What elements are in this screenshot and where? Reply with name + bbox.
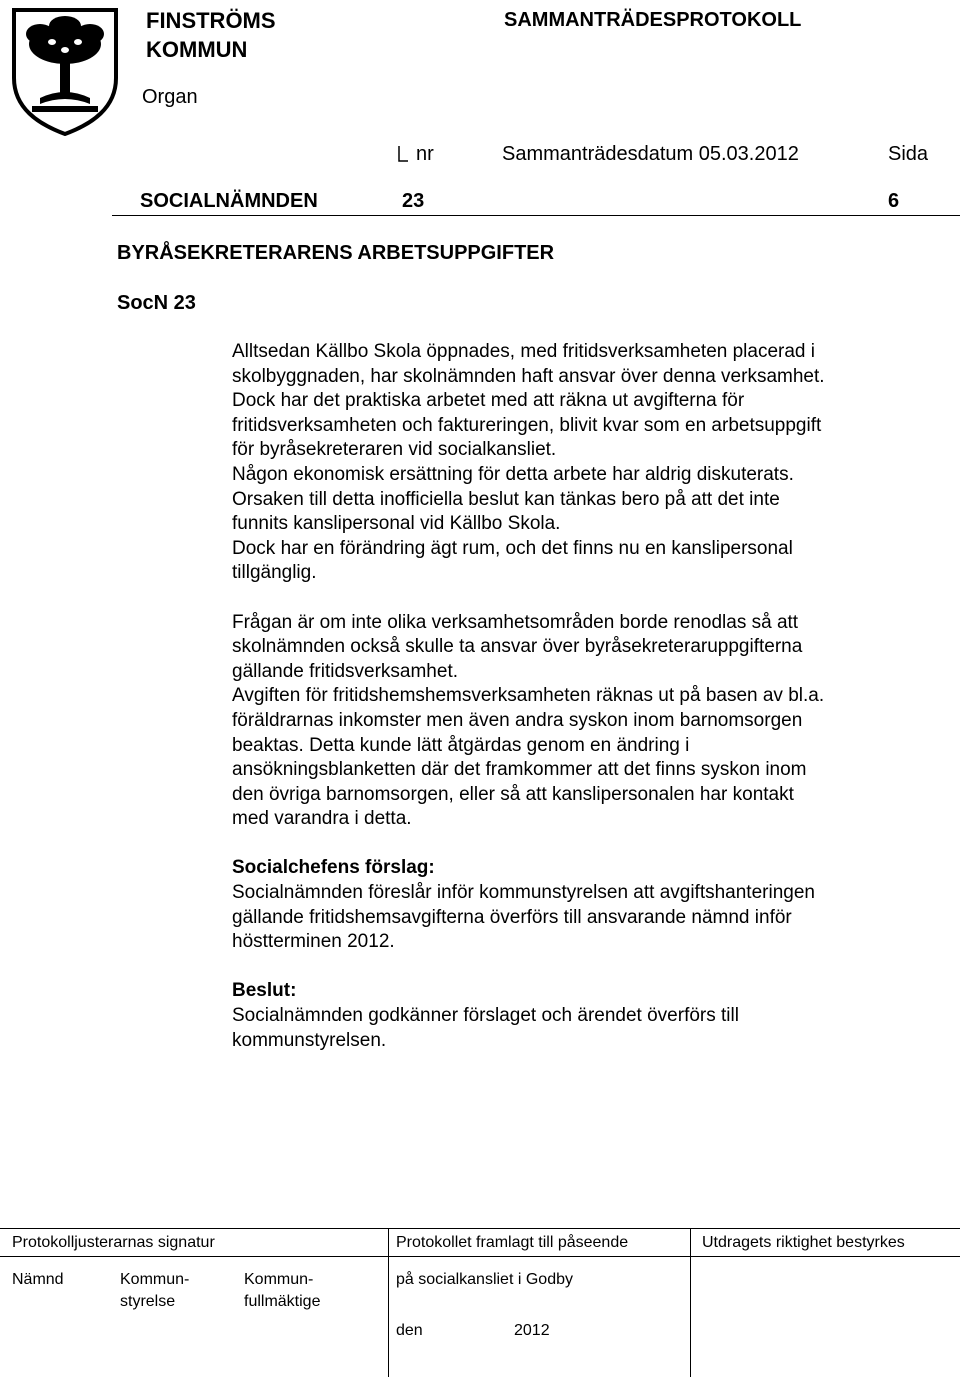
footer-divider [690, 1228, 691, 1377]
paragraph-line: Någon ekonomisk ersättning för detta arbete har aldrig diskuterats. [232, 463, 794, 485]
paragraph-line: för byråsekreteraren vid socialkansliet. [232, 439, 557, 461]
footer-certified-header: Utdragets riktighet bestyrkes [702, 1234, 905, 1251]
organ-label: Organ [142, 86, 198, 108]
page-value: 6 [888, 190, 900, 212]
paragraph-line: Alltsedan Källbo Skola öppnades, med fritidsverksamheten placerad i [232, 341, 815, 362]
paragraph-line: ansökningsblanketten där det framkommer att det finns syskon inom [232, 759, 807, 781]
footer-kommunfullmaktige: Kommun- fullmäktige [244, 1271, 321, 1310]
paragraph-line: skolbyggnaden, har skolnämnden haft ansvar över denna verksamhet. [232, 365, 825, 387]
nr-label: nr [416, 143, 434, 165]
paragraph-line: tillgänglig. [232, 562, 317, 584]
organ-value: SOCIALNÄMNDEN [140, 190, 318, 212]
footer-namnd: Nämnd [12, 1271, 64, 1288]
municipality-line2: KOMMUN [146, 37, 248, 62]
decision-line: Socialnämnden godkänner förslaget och ärendet överförs till [232, 1005, 739, 1027]
document-type: SAMMANTRÄDESPROTOKOLL [504, 9, 802, 31]
paragraph-line: Orsaken till detta inofficiella beslut kan tänkas bero på att det inte [232, 488, 780, 510]
proposal-line: höstterminen 2012. [232, 931, 395, 953]
footer-place: på socialkansliet i Godby [396, 1271, 573, 1288]
meeting-date: Sammanträdesdatum 05.03.2012 [502, 143, 799, 165]
paragraph-line: Dock har en förändring ägt rum, och det finns nu en kanslipersonal [232, 537, 793, 559]
proposal-line: Socialnämnden föreslår inför kommunstyrelsen att avgiftshanteringen [232, 882, 815, 904]
municipal-coat-of-arms [10, 6, 120, 136]
paragraph-line: skolnämnden också skulle ta ansvar över byråsekreteraruppgifterna [232, 636, 803, 658]
case-id: SocN 23 [117, 292, 196, 314]
header-divider [112, 215, 960, 216]
corner-mark-icon [398, 146, 408, 162]
paragraph-line: Dock har det praktiska arbetet med att räkna ut avgifterna för [232, 390, 745, 412]
paragraph-line: med varandra i detta. [232, 808, 412, 830]
body-text [232, 340, 932, 1053]
proposal-heading: Socialchefens förslag: [232, 857, 435, 879]
paragraph-line: funnits kanslipersonal vid Källbo Skola. [232, 513, 561, 535]
paragraph-line: Avgiften för fritidshemshemsverksamheten räknas ut på basen av bl.a. [232, 685, 825, 707]
footer-top-rule [0, 1228, 960, 1229]
footer-signature-header: Protokolljusterarnas signatur [12, 1234, 215, 1251]
municipality-line1: FINSTRÖMS [146, 8, 276, 33]
proposal-line: gällande fritidshemsavgifterna överförs till ansvarande nämnd inför [232, 906, 792, 928]
paragraph-line: föräldrarnas inkomster men även andra syskon inom barnomsorgen [232, 709, 803, 731]
decision-heading: Beslut: [232, 980, 297, 1002]
municipality-name [146, 6, 276, 64]
section-title: BYRÅSEKRETERARENS ARBETSUPPGIFTER [117, 242, 555, 264]
decision-line: kommunstyrelsen. [232, 1029, 387, 1051]
paragraph-line: den övriga barnomsorgen, eller så att kanslipersonalen har kontakt [232, 783, 794, 805]
paragraph-line: fritidsverksamheten och faktureringen, blivit kvar som en arbetsuppgift [232, 414, 822, 436]
nr-value: 23 [402, 190, 425, 212]
footer-divider [388, 1228, 389, 1377]
footer-kommunstyrelse: Kommun- styrelse [120, 1271, 190, 1310]
footer-posted-header: Protokollet framlagt till påseende [396, 1234, 629, 1251]
page-label: Sida [888, 143, 929, 165]
footer-header-rule [0, 1256, 960, 1257]
paragraph-line: beaktas. Detta kunde lätt åtgärdas genom en ändring i [232, 734, 690, 756]
paragraph-line: gällande fritidsverksamhet. [232, 660, 458, 682]
footer-den: den [396, 1322, 423, 1339]
footer-year: 2012 [514, 1322, 550, 1339]
paragraph-line: Frågan är om inte olika verksamhetsområden borde renodlas så att [232, 611, 799, 633]
